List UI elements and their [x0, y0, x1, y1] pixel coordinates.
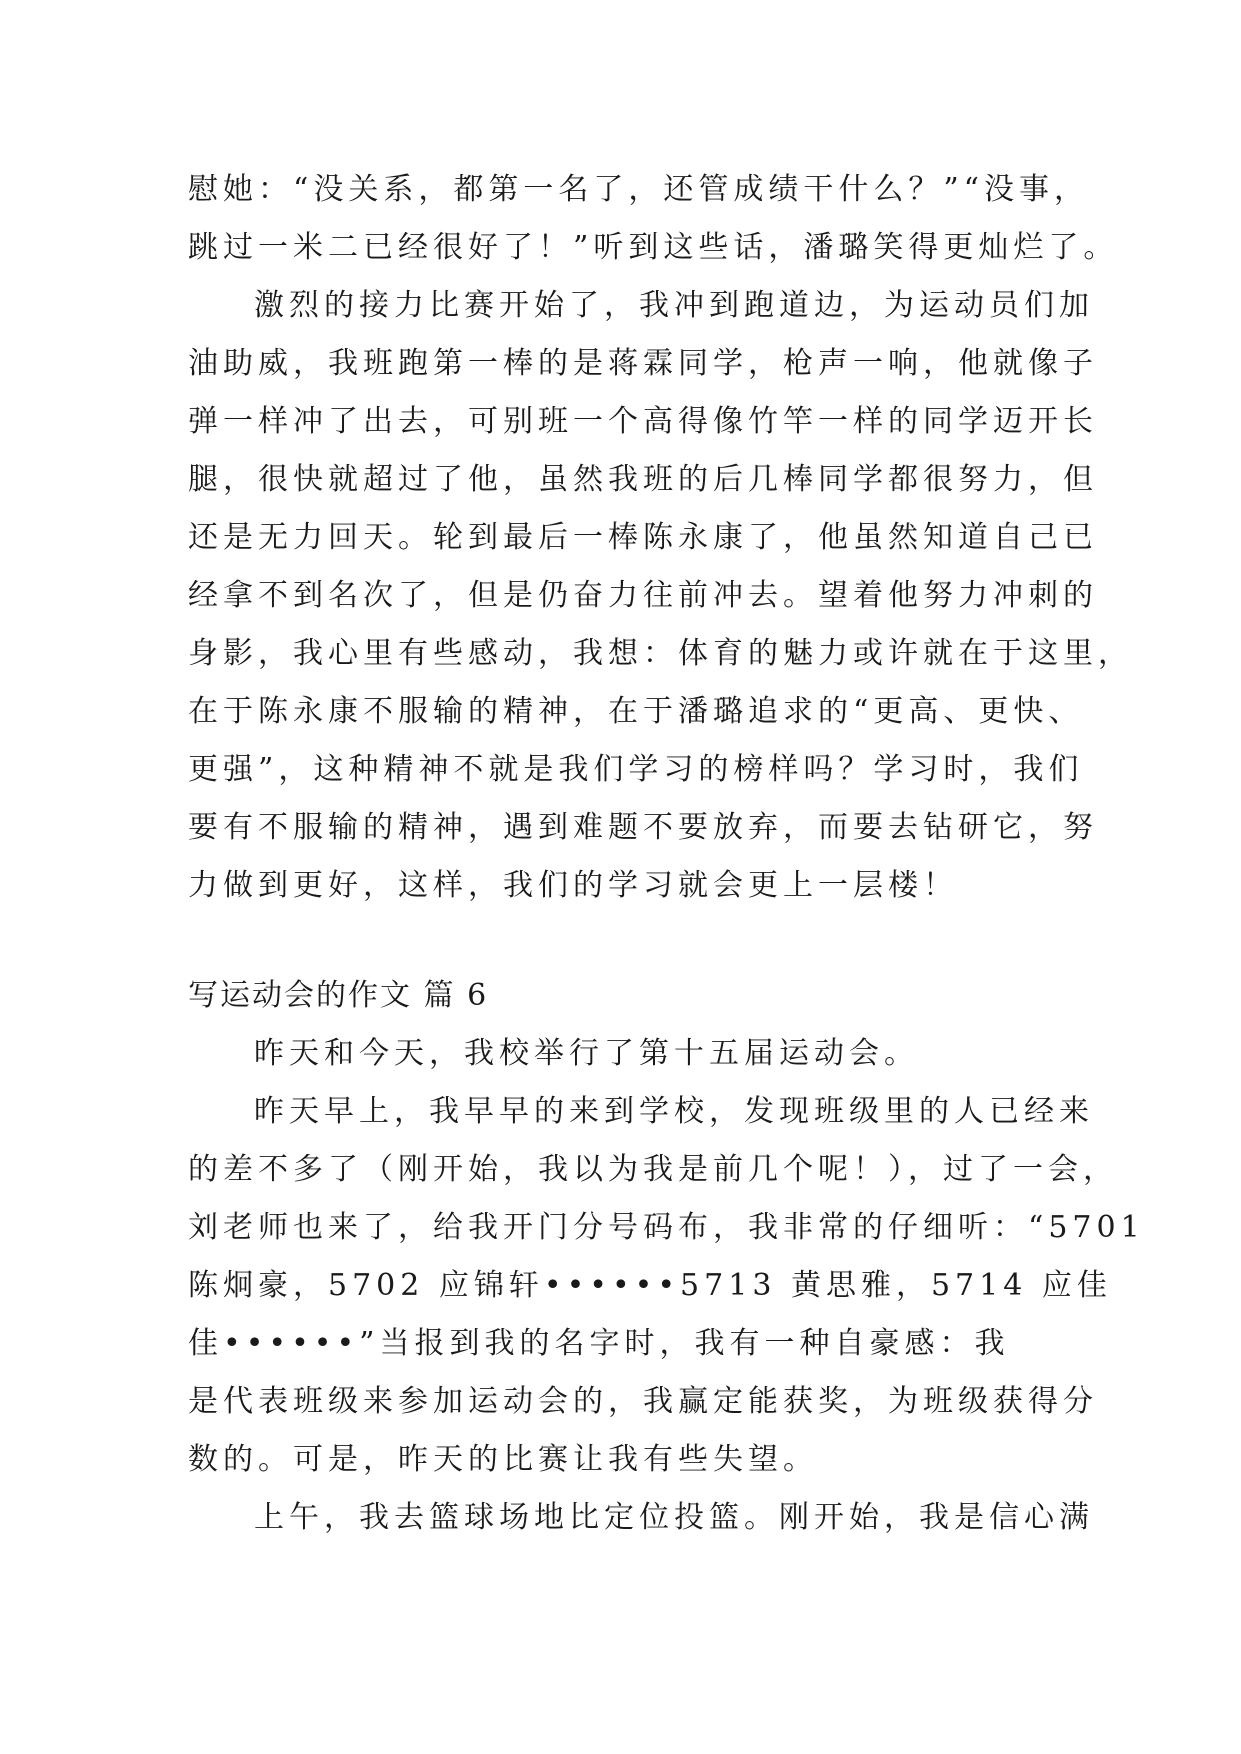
paragraph-line: 要有不服输的精神，遇到难题不要放弃，而要去钻研它，努 — [188, 810, 1098, 845]
paragraph-line: 上午，我去篮球场地比定位投篮。刚开始，我是信心满 — [254, 1500, 1094, 1535]
paragraph-line: 在于陈永康不服输的精神，在于潘璐追求的“更高、更快、 — [188, 694, 1084, 729]
paragraph-line: 经拿不到名次了，但是仍奋力往前冲去。望着他努力冲刺的 — [188, 578, 1098, 613]
paragraph-line: 弹一样冲了出去，可别班一个高得像竹竿一样的同学迈开长 — [188, 404, 1098, 439]
section-heading: 写运动会的作文 篇 6 — [188, 978, 489, 1013]
paragraph-line: 是代表班级来参加运动会的，我赢定能获奖，为班级获得分 — [188, 1384, 1098, 1419]
paragraph-line: 更强”，这种精神不就是我们学习的榜样吗？学习时，我们 — [188, 752, 1084, 787]
paragraph-line: 还是无力回天。轮到最后一棒陈永康了，他虽然知道自己已 — [188, 520, 1098, 555]
paragraph-line: 陈炯豪，5702 应锦轩••••••5713 黄思雅，5714 应佳 — [188, 1268, 1112, 1303]
paragraph-line: 激烈的接力比赛开始了，我冲到跑道边，为运动员们加 — [254, 288, 1094, 323]
paragraph-line: 慰她：“没关系，都第一名了，还管成绩干什么？”“没事， — [188, 172, 1090, 207]
paragraph-line: 数的。可是，昨天的比赛让我有些失望。 — [188, 1442, 818, 1477]
paragraph-line: 跳过一米二已经很好了！”听到这些话，潘璐笑得更灿烂了。 — [188, 230, 1119, 265]
paragraph-line: 佳••••••”当报到我的名字时，我有一种自豪感：我 — [188, 1326, 1010, 1361]
paragraph-line: 的差不多了（刚开始，我以为我是前几个呢！），过了一会， — [188, 1152, 1118, 1187]
paragraph-line: 力做到更好，这样，我们的学习就会更上一层楼！ — [188, 868, 958, 903]
paragraph-line: 油助威，我班跑第一棒的是蒋霖同学，枪声一响，他就像子 — [188, 346, 1098, 381]
paragraph-line: 昨天早上，我早早的来到学校，发现班级里的人已经来 — [254, 1094, 1094, 1129]
paragraph-line: 刘老师也来了，给我开门分号码布，我非常的仔细听：“5701 — [188, 1210, 1145, 1245]
paragraph-line: 腿，很快就超过了他，虽然我班的后几棒同学都很努力，但 — [188, 462, 1098, 497]
paragraph-line: 昨天和今天，我校举行了第十五届运动会。 — [254, 1036, 919, 1071]
paragraph-line: 身影，我心里有些感动，我想：体育的魅力或许就在于这里， — [188, 636, 1133, 671]
